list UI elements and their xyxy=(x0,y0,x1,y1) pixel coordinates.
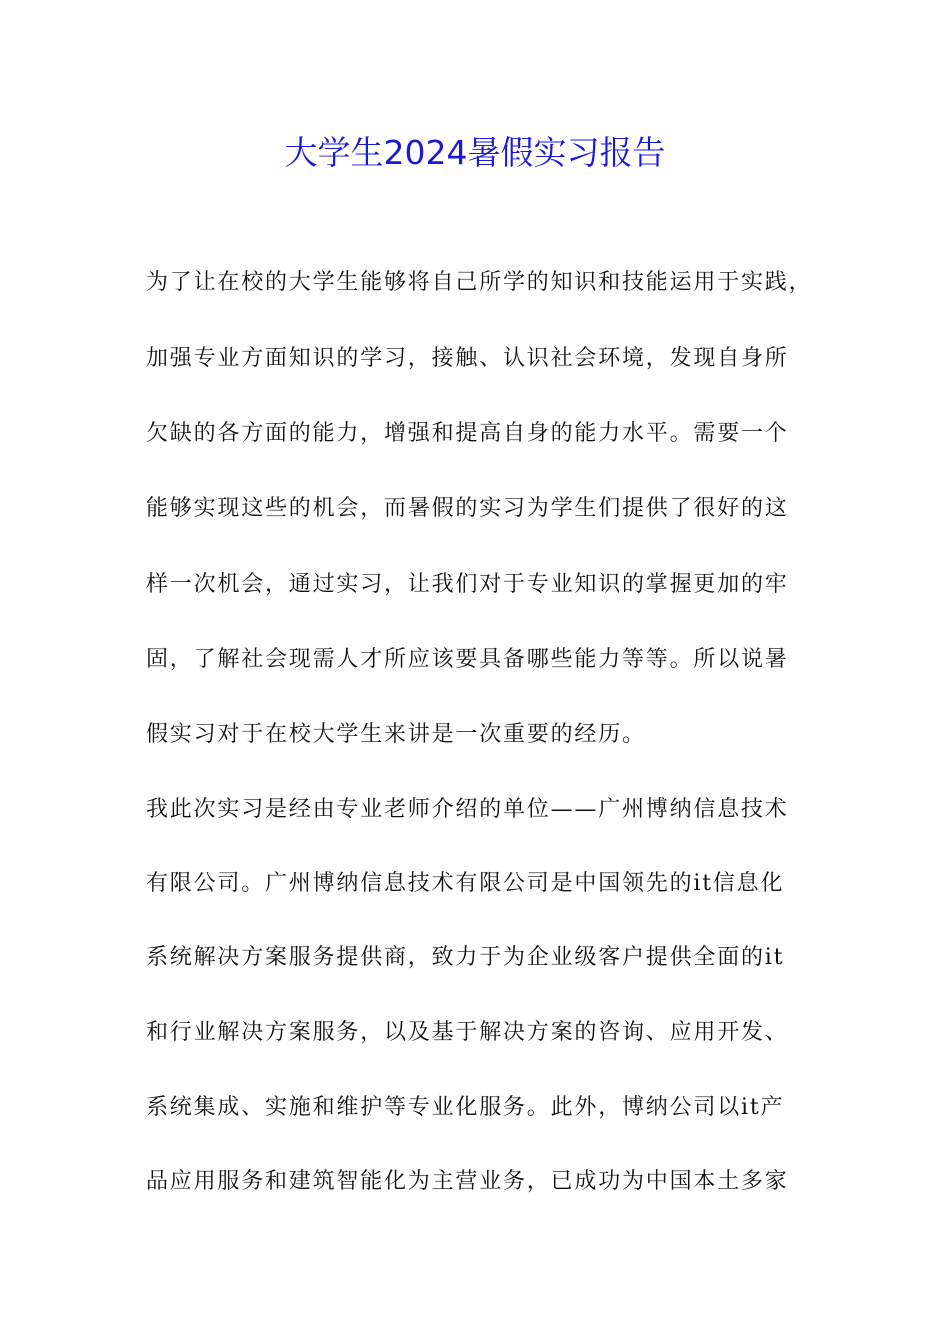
body-line-5: 样一次机会，通过实习，让我们对于专业知识的掌握更加的牢 xyxy=(146,572,789,597)
body-line-3: 欠缺的各方面的能力，增强和提高自身的能力水平。需要一个 xyxy=(146,421,789,446)
body-line-13: 品应用服务和建筑智能化为主营业务，已成功为中国本土多家 xyxy=(146,1169,789,1194)
body-line-1: 为了让在校的大学生能够将自己所学的知识和技能运用于实践， xyxy=(146,270,813,295)
body-line-7: 假实习对于在校大学生来讲是一次重要的经历。 xyxy=(146,722,646,747)
body-line-9: 有限公司。广州博纳信息技术有限公司是中国领先的it信息化 xyxy=(146,871,785,896)
body-line-8: 我此次实习是经由专业老师介绍的单位——广州博纳信息技术 xyxy=(146,797,789,822)
body-line-10: 系统解决方案服务提供商，致力于为企业级客户提供全面的it xyxy=(146,945,785,970)
body-line-12: 系统集成、实施和维护等专业化服务。此外，博纳公司以it产 xyxy=(146,1095,785,1120)
body-line-2: 加强专业方面知识的学习，接触、认识社会环境，发现自身所 xyxy=(146,346,789,371)
body-line-4: 能够实现这些的机会，而暑假的实习为学生们提供了很好的这 xyxy=(146,496,789,521)
document-title: 大学生2024暑假实习报告 xyxy=(284,133,666,172)
body-line-6: 固，了解社会现需人才所应该要具备哪些能力等等。所以说暑 xyxy=(146,647,789,672)
body-line-11: 和行业解决方案服务，以及基于解决方案的咨询、应用开发、 xyxy=(146,1020,789,1045)
